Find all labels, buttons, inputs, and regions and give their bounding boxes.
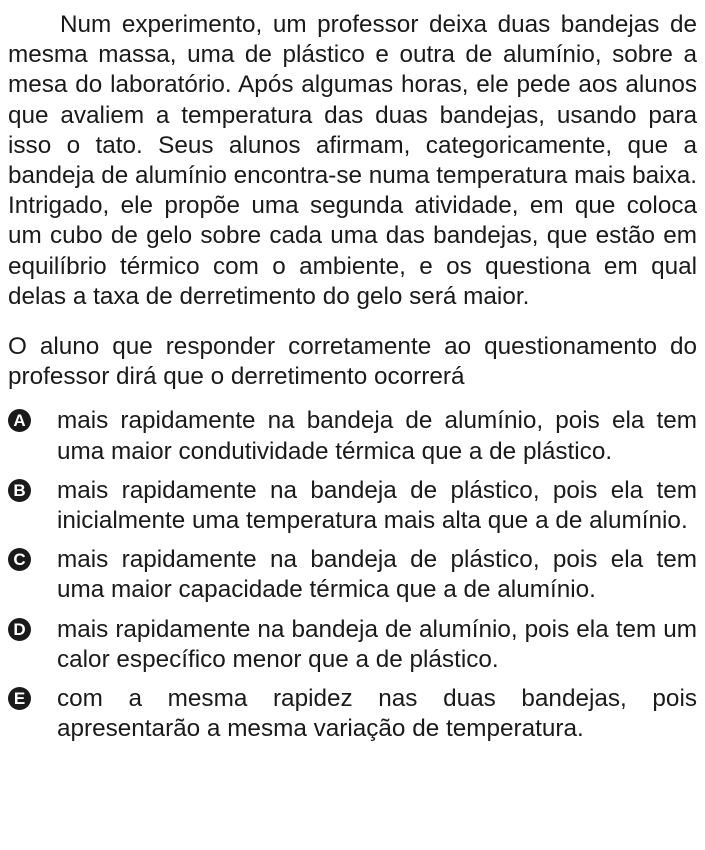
option-b[interactable] [8,476,697,536]
option-e-badge: E [8,687,31,710]
option-e[interactable] [8,684,697,744]
answer-options [8,406,697,744]
option-b-badge: B [8,479,31,502]
option-e-text: com a mesma rapidez nas duas bandejas, pois apresentarão a mesma variação de temperatura. [57,685,697,743]
question-prompt: O aluno que responder corretamente ao questionamento do professor dirá que o derretimento ocorrerá [8,333,697,391]
question-intro: Num experimento, um professor deixa duas bandejas de mesma massa, uma de plástico e outra de alumínio, sobre a mesa do laboratório. Após algumas horas, ele pede aos alunos que avaliem a temperatura das duas bandejas, usando para isso o tato. Seus alunos afirmam, categoricamente, que a bandeja de alumínio encontra-se numa temperatura mais baixa. Intrigado, ele propõe uma segunda atividade, em que coloca um cubo de gelo sobre cada uma das bandejas, que estão em equilíbrio térmico com o ambiente, e os questiona em qual delas a taxa de derretimento do gelo será maior. [8,11,697,310]
option-a-badge: A [8,409,31,432]
option-c-badge: C [8,548,31,571]
option-d-text: mais rapidamente na bandeja de alumínio, pois ela tem um calor específico menor que a de plástico. [57,615,697,673]
option-d-badge: D [8,618,31,641]
option-a-text: mais rapidamente na bandeja de alumínio, pois ela tem uma maior condutividade térmica que a de plástico. [57,407,697,465]
option-c[interactable] [8,545,697,605]
option-b-text: mais rapidamente na bandeja de plástico, pois ela tem inicialmente uma temperatura mais alta que a de alumínio. [57,476,697,535]
option-c-text: mais rapidamente na bandeja de plástico, pois ela tem uma maior capacidade térmica que a de alumínio. [57,546,697,604]
option-a[interactable] [8,406,697,466]
option-d[interactable] [8,615,697,675]
